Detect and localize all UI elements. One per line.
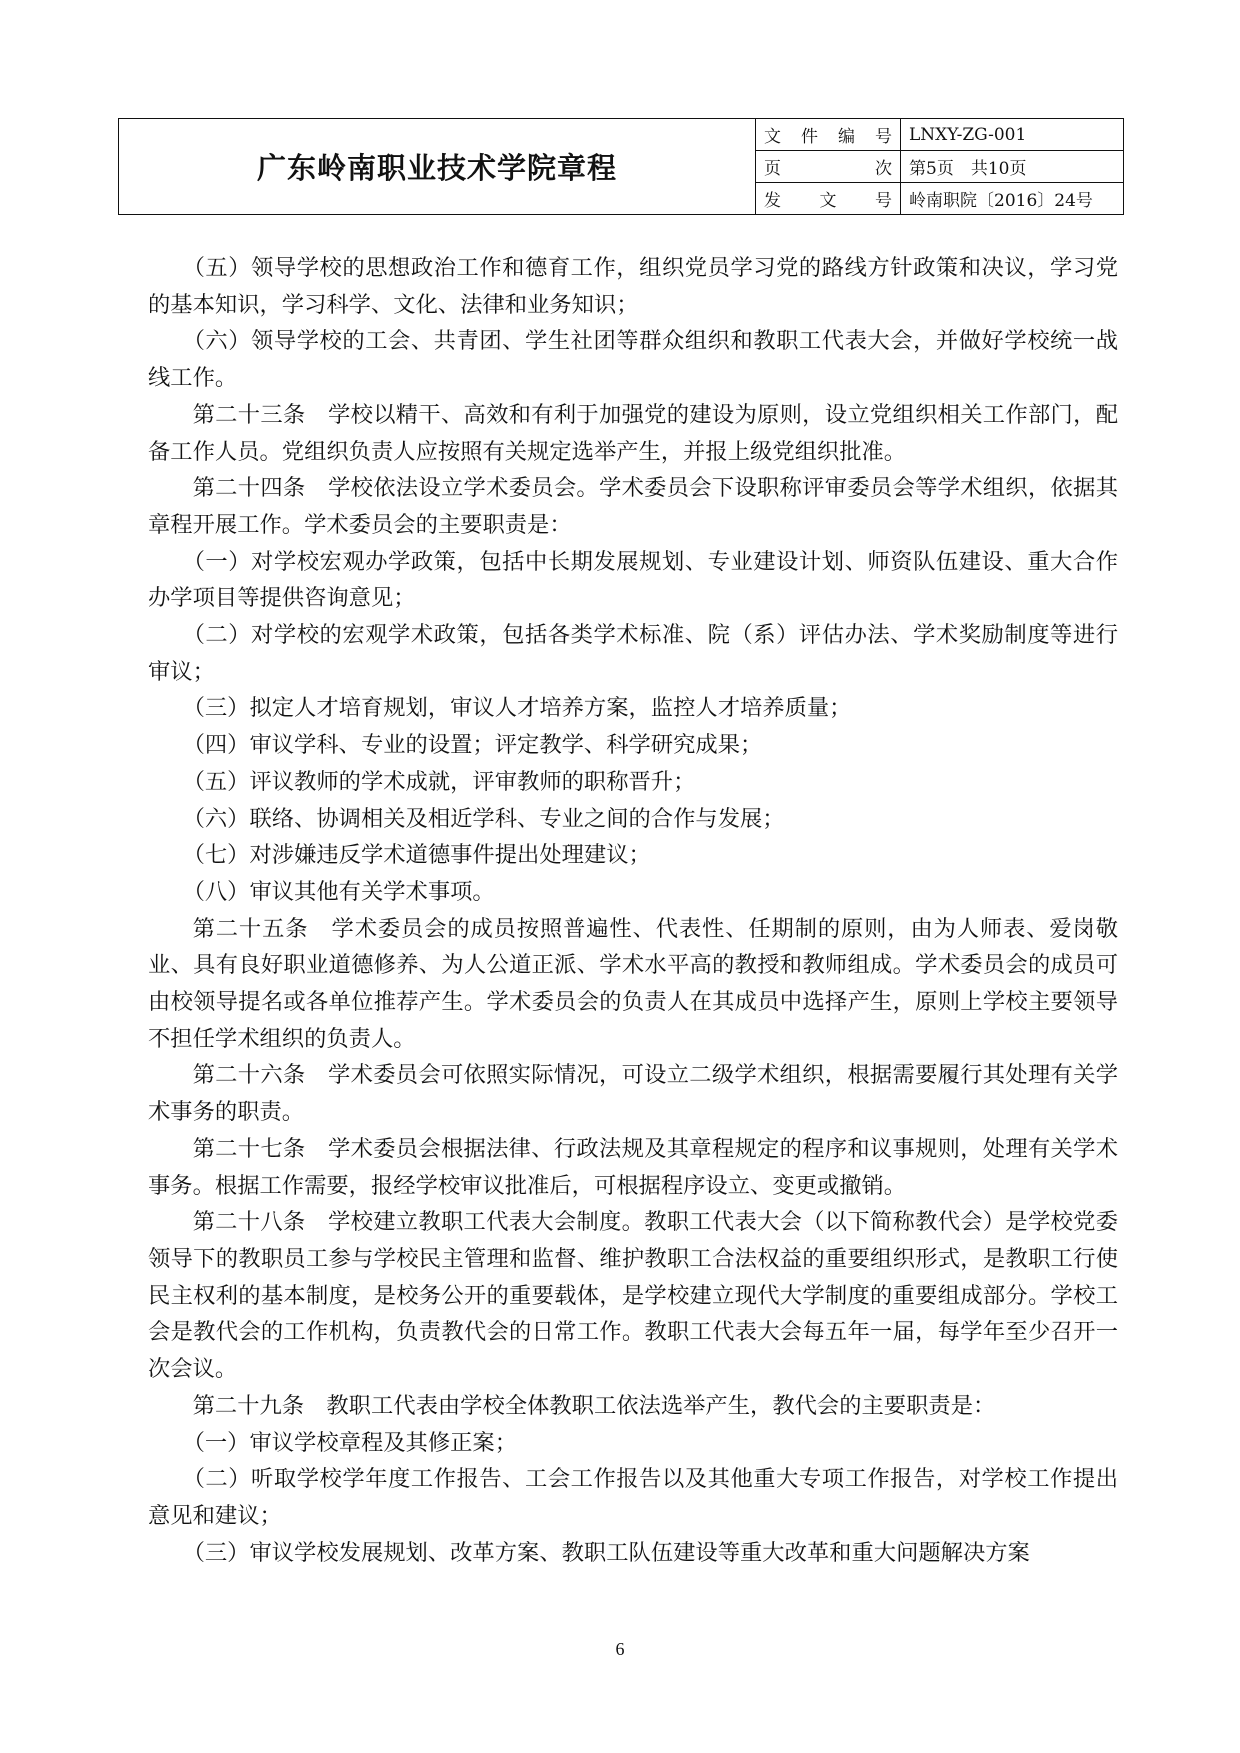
document-body — [148, 250, 1118, 1571]
paragraph: （五）评议教师的学术成就，评审教师的职称晋升； — [182, 768, 696, 795]
page-count-label: 页次 — [756, 151, 901, 183]
page-count-value: 第5页 共10页 — [901, 151, 1124, 183]
paragraph: （三）拟定人才培育规划，审议人才培养方案，监控人才培养质量； — [182, 695, 852, 722]
paragraph: （一）对学校宏观办学政策，包括中长期发展规划、专业建设计划、师资队伍建设、重大合作办学项目等提供咨询意见； — [148, 548, 1118, 612]
paragraph: （三）审议学校发展规划、改革方案、教职工队伍建设等重大改革和重大问题解决方案 — [182, 1539, 1030, 1566]
paragraph: （一）审议学校章程及其修正案； — [182, 1429, 518, 1456]
paragraph: 第二十五条 学术委员会的成员按照普遍性、代表性、任期制的原则，由为人师表、爱岗敬业、具有良好职业道德修养、为人公道正派、学术水平高的教授和教师组成。学术委员会的成员可由校领导提名或各单位推荐产生。学术委员会的负责人在其成员中选择产生，原则上学校主要领导不担任学术组织的负责人。 — [148, 915, 1118, 1052]
paragraph: 第二十三条 学校以精干、高效和有利于加强党的建设为原则，设立党组织相关工作部门，配备工作人员。党组织负责人应按照有关规定选举产生，并报上级党组织批准。 — [148, 401, 1118, 465]
paragraph: （七）对涉嫌违反学术道德事件提出处理建议； — [182, 842, 651, 869]
paragraph: 第二十七条 学术委员会根据法律、行政法规及其章程规定的程序和议事规则，处理有关学术事务。根据工作需要，报经学校审议批准后，可根据程序设立、变更或撤销。 — [148, 1135, 1118, 1199]
issue-number-value: 岭南职院〔2016〕24号 — [901, 183, 1124, 215]
file-number-label: 文件编号 — [756, 119, 901, 151]
paragraph: （二）听取学校学年度工作报告、工会工作报告以及其他重大专项工作报告，对学校工作提出意见和建议； — [148, 1466, 1118, 1529]
paragraph: （六）联络、协调相关及相近学科、专业之间的合作与发展； — [182, 805, 785, 832]
paragraph: （六）领导学校的工会、共青团、学生社团等群众组织和教职工代表大会，并做好学校统一战线工作。 — [148, 328, 1118, 392]
paragraph: （八）审议其他有关学术事项。 — [182, 878, 495, 905]
paragraph: （四）审议学科、专业的设置；评定教学、科学研究成果； — [182, 732, 763, 759]
issue-number-label: 发文号 — [756, 183, 901, 215]
paragraph: 第二十八条 学校建立教职工代表大会制度。教职工代表大会（以下简称教代会）是学校党委领导下的教职员工参与学校民主管理和监督、维护教职工合法权益的重要组织形式，是教职工行使民主权利的基本制度，是校务公开的重要载体，是学校建立现代大学制度的重要组成部分。学校工会是教代会的工作机构，负责教代会的日常工作。教职工代表大会每五年一届，每学年至少召开一次会议。 — [148, 1209, 1118, 1383]
file-number-value: LNXY-ZG-001 — [901, 119, 1124, 151]
paragraph: 第二十九条 教职工代表由学校全体教职工依法选举产生，教代会的主要职责是： — [192, 1392, 996, 1419]
page-number: 6 — [615, 1639, 625, 1659]
paragraph: （二）对学校的宏观学术政策，包括各类学术标准、院（系）评估办法、学术奖励制度等进行审议； — [148, 622, 1118, 685]
paragraph: （五）领导学校的思想政治工作和德育工作，组织党员学习党的路线方针政策和决议，学习党的基本知识，学习科学、文化、法律和业务知识； — [148, 255, 1118, 318]
document-header-table — [118, 118, 1124, 215]
paragraph: 第二十四条 学校依法设立学术委员会。学术委员会下设职称评审委员会等学术组织，依据其章程开展工作。学术委员会的主要职责是： — [148, 475, 1118, 538]
paragraph: 第二十六条 学术委员会可依照实际情况，可设立二级学术组织，根据需要履行其处理有关学术事务的职责。 — [148, 1062, 1118, 1126]
document-title: 广东岭南职业技术学院章程 — [119, 119, 756, 215]
